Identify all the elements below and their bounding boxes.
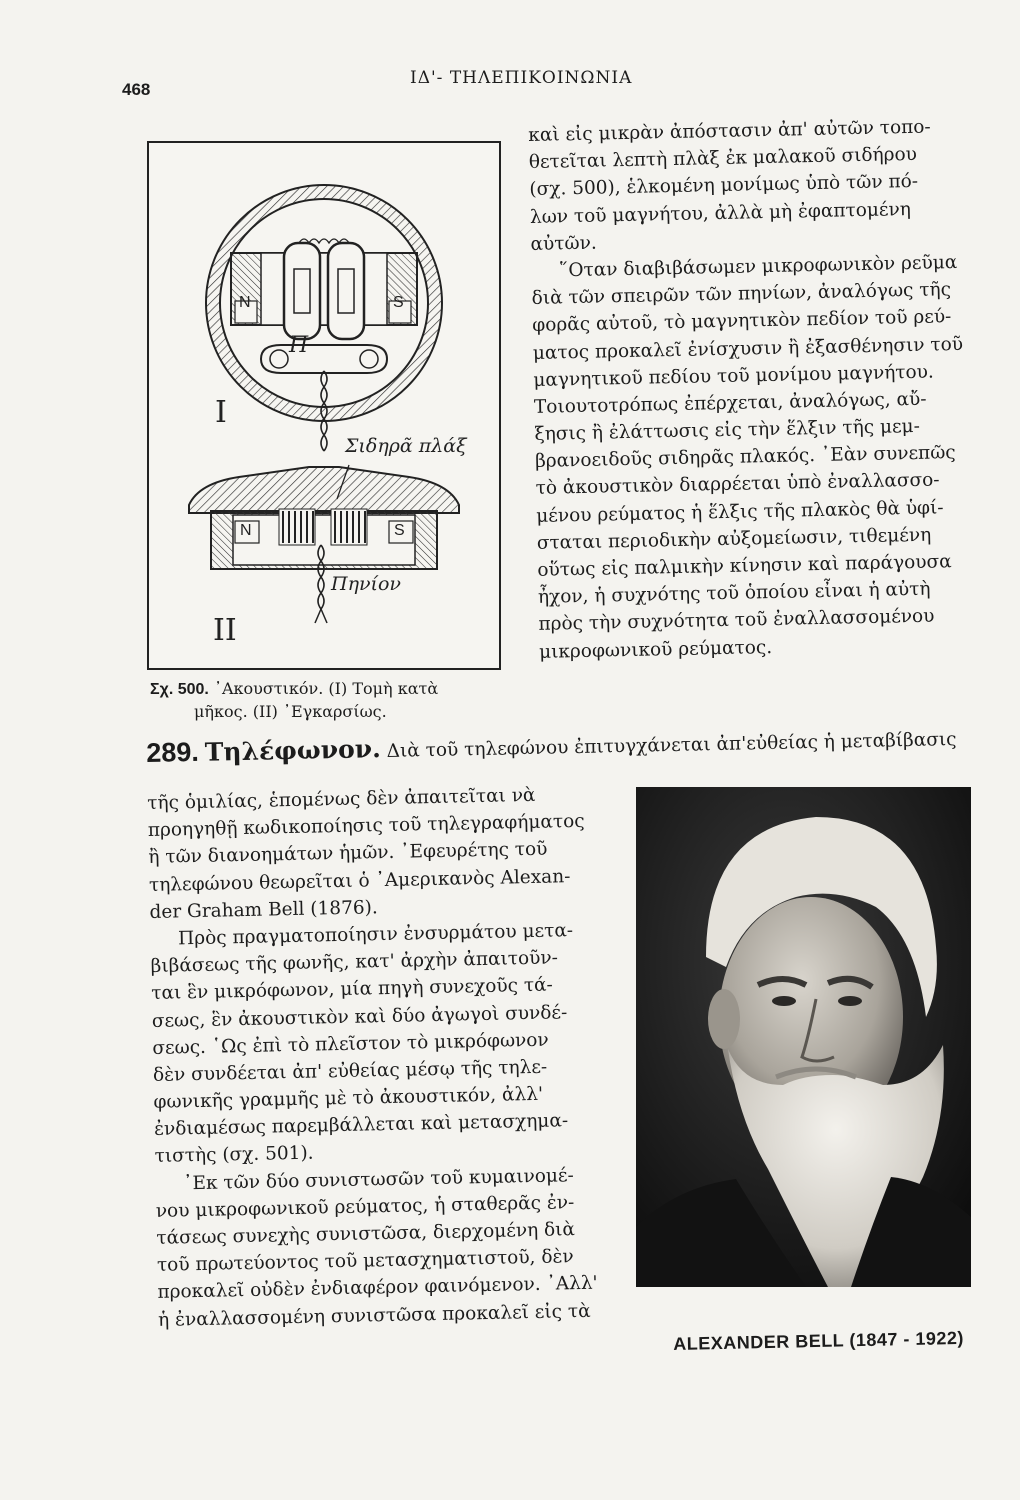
text-line: βρανοειδοῦς σιδηρᾶς πλακός. ᾿Εὰν συνεπῶς — [534, 442, 956, 473]
portrait-illustration — [636, 787, 971, 1287]
label-n-bottom: N — [240, 522, 252, 539]
text-line: τῆς ὁμιλίας, ἑπομένως δὲν ἀπαιτεῖται νὰ — [147, 784, 536, 814]
text-line: τιστὴς (σχ. 501). — [154, 1143, 314, 1168]
text-line: σεως, ἓν ἀκουστικὸν καὶ δύο ἀγωγοὶ συνδέ- — [151, 1001, 568, 1032]
portrait-caption: ALEXANDER BELL (1847 - 1922) — [673, 1327, 965, 1354]
text-line: προηγηθῇ κωδικοποίησις τοῦ τηλεγραφήματος — [147, 811, 585, 842]
text-line: ἐνδιαμέσως παρεμβάλλεται καὶ μετασχημα- — [153, 1110, 569, 1141]
text-line: προκαλεῖ οὐδὲν ἐνδιαφέρον φαινόμενον. ᾿Αλλ' — [157, 1273, 598, 1304]
label-pi: Π — [289, 333, 309, 358]
text-line: ἦχον, ἡ συχνότης τοῦ ὁποίου εἶναι ἡ αὐτὴ — [537, 578, 931, 609]
page-number: 468 — [122, 80, 151, 99]
left-column-text — [147, 780, 620, 1333]
text-line: ῞Οταν διαβιβάσωμεν μικροφωνικὸν ρεῦμα — [558, 251, 958, 282]
text-line: καὶ εἰς μικρὰν ἀπόστασιν ἀπ' αὐτῶν τοπο- — [528, 116, 931, 146]
text-line: τάσεως συνεχὴς συνιστῶσα, διερχομένη διὰ — [156, 1219, 576, 1249]
right-column-text — [528, 112, 997, 665]
text-line: σταται περιοδικὴν αὐξομείωσιν, τιθεμένη — [536, 524, 932, 554]
caption-line-2: μῆκος. (II) ᾿Εγκαρσίως. — [194, 702, 387, 721]
text-line: θετεῖται λεπτὴ πλὰξ ἐκ μαλακοῦ σιδήρου — [528, 144, 918, 174]
section-first-line: Διὰ τοῦ τηλεφώνου ἐπιτυγχάνεται ἀπ'εὐθείας ἡ μεταβίβασις — [386, 729, 957, 762]
text-line: μένου ρεύματος ἡ ἕλξις τῆς πλακὸς θὰ ὑφί- — [536, 497, 944, 527]
label-section-2: II — [213, 613, 237, 648]
figure-caption — [150, 678, 510, 723]
text-line: ἡ ἐναλλασσομένη συνιστῶσα προκαλεῖ εἰς τὰ — [157, 1300, 591, 1331]
running-head: ΙΔ'- ΤΗΛΕΠΙΚΟΙΝΩΝΙΑ — [410, 68, 633, 88]
text-line: τὸ ἀκουστικὸν διαρρέεται ὑπὸ ἐναλλασσο- — [535, 469, 940, 500]
caption-line-1: ᾿Ακουστικόν. (I) Τομὴ κατὰ — [213, 679, 439, 698]
text-line: δὲν συνδέεται ἀπ' εὐθείας μέσῳ τῆς τηλε- — [152, 1056, 548, 1086]
text-line: Πρὸς πραγματοποίησιν ἐνσυρμάτου μετα- — [177, 920, 574, 950]
section-289-heading — [146, 720, 986, 769]
text-line: ματος προκαλεῖ ἐνίσχυσιν ἢ ἐξασθένησιν τοῦ — [532, 333, 964, 364]
text-line: (σχ. 500), ἑλκομένη μονίμως ὑπὸ τῶν πό- — [529, 171, 919, 201]
label-section-1: I — [215, 395, 227, 430]
text-line: ξησις ἢ ἐλάττωσις εἰς τὴν ἕλξιν τῆς μεμ- — [534, 415, 921, 445]
text-line: ται ἓν μικρόφωνον, μία πηγὴ συνεχοῦς τά- — [151, 974, 554, 1005]
label-s-bottom: S — [394, 522, 405, 539]
text-line: σεως. ῾Ως ἐπὶ τὸ πλεῖστον τὸ μικρόφωνον — [152, 1029, 549, 1059]
text-line: λων τοῦ μαγνήτου, ἀλλὰ μὴ ἐφαπτομένη — [529, 198, 912, 228]
label-coil: Πηνίον — [331, 573, 401, 595]
text-line: οὕτως εἰς παλμικὴν κίνησιν καὶ παράγουσα — [537, 551, 952, 581]
text-line: αὐτῶν. — [530, 232, 597, 255]
text-line: διὰ τῶν σπειρῶν τῶν πηνίων, ἀναλόγως τῆς — [531, 279, 952, 310]
earpiece-diagram — [149, 143, 499, 668]
label-n-top: N — [239, 294, 251, 311]
text-line: νου μικροφωνικοῦ ρεύματος, ἡ σταθερᾶς ἐν- — [155, 1191, 575, 1222]
caption-number: Σχ. 500. — [150, 681, 209, 698]
text-line: φωνικῆς γραμμῆς μὲ τὸ ἀκουστικόν, ἀλλ' — [153, 1083, 544, 1113]
text-line: τοῦ πρωτεύοντος τοῦ μετασχηματιστοῦ, δὲν — [156, 1246, 574, 1277]
text-line: μαγνητικοῦ πεδίου τοῦ μονίμου μαγνήτου. — [533, 361, 935, 391]
figure-500 — [147, 141, 501, 670]
section-title: Τηλέφωνον. — [204, 734, 382, 767]
label-s-top: S — [393, 294, 404, 311]
text-line: ἢ τῶν διανοημάτων ἡμῶν. ᾿Εφευρέτης τοῦ — [148, 839, 548, 869]
text-line: φορᾶς αὐτοῦ, τὸ μαγνητικὸν πεδίον τοῦ ρεύ- — [532, 306, 952, 337]
text-line: der Graham Bell (1876). — [149, 896, 378, 923]
portrait-photo — [636, 787, 971, 1287]
text-line: τηλεφώνου θεωρεῖται ὁ ᾿Αμερικανὸς Alexan- — [148, 865, 571, 896]
text-line: ᾿Εκ τῶν δύο συνιστωσῶν τοῦ κυμαινομέ- — [183, 1164, 574, 1194]
text-line: μικροφωνικοῦ ρεύματος. — [538, 636, 773, 663]
section-number: 289. — [146, 736, 200, 768]
text-line: πρὸς τὴν συχνότητα τοῦ ἐναλλασσομένου — [538, 605, 935, 636]
text-line: βιβάσεως τῆς φωνῆς, κατ' ἀρχὴν ἀπαιτοῦν- — [150, 947, 559, 978]
label-iron-plate: Σιδηρᾶ πλάξ — [345, 435, 467, 457]
text-line: Τοιουτοτρόπως ἐπέρχεται, ἀναλόγως, αὔ- — [533, 388, 927, 418]
